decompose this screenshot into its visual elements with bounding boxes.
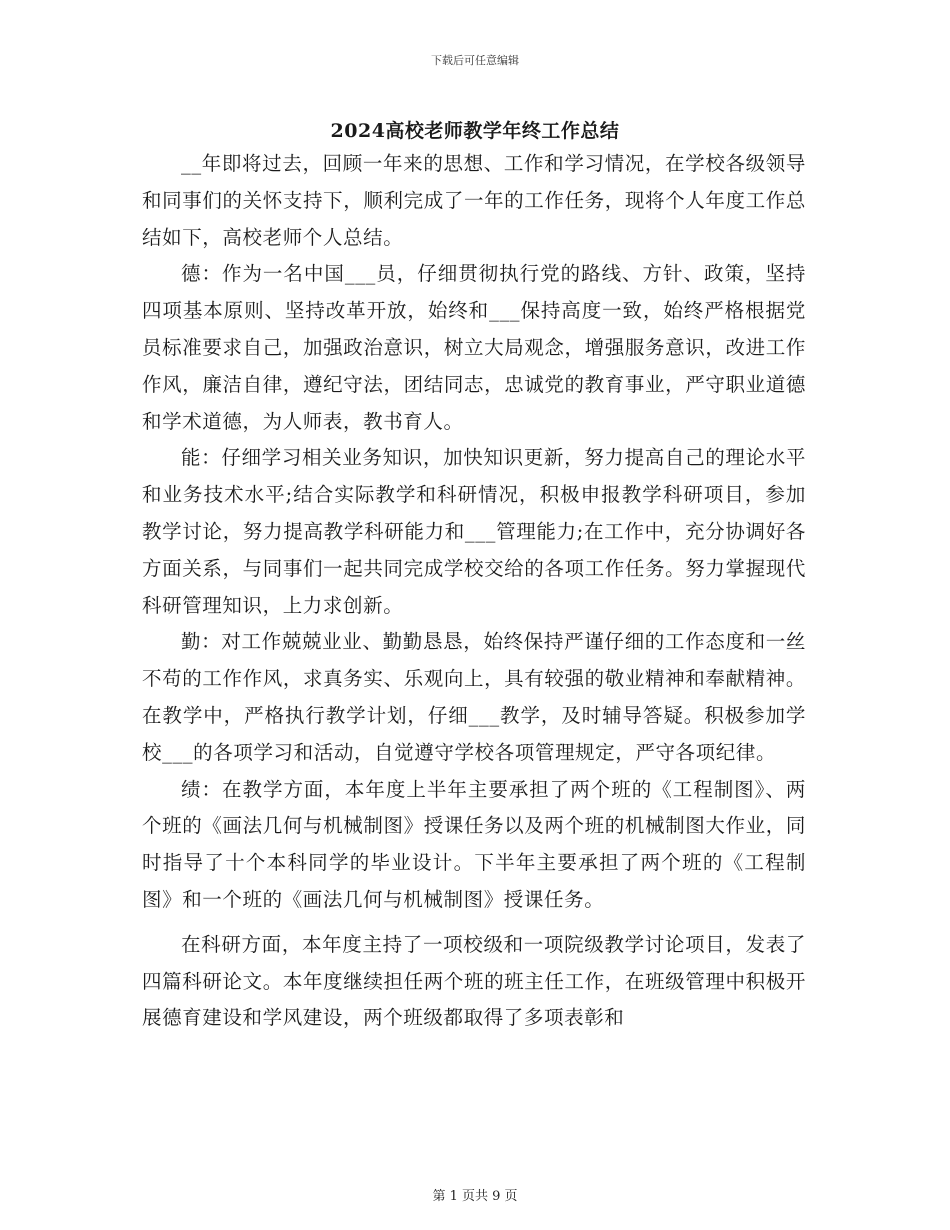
paragraph-research: 在科研方面，本年度主持了一项校级和一项院级教学讨论项目，发表了四篇科研论文。本年度继续担任两个班的班主任工作，在班级管理中积极开展德育建设和学风建设，两个班级都取得了多项表彰和 — [142, 932, 806, 1030]
page-header-note: 下载后可任意编辑 — [431, 54, 519, 67]
page-number: 第 1 页共 9 页 — [432, 1189, 518, 1204]
document-body — [142, 146, 806, 1037]
paragraph-ability: 能：仔细学习相关业务知识，加快知识更新，努力提高自己的理论水平和业务技术水平;结合实际教学和科研情况，积极申报教学科研项目，参加教学讨论，努力提高教学科研能力和___管理能力;在工作中，充分协调好各方面关系，与同事们一起共同完成学校交给的各项工作任务。努力掌握现代科研管理知识，上力求创新。 — [142, 446, 806, 617]
paragraph-diligence: 勤：对工作兢兢业业、勤勤恳恳，始终保持严谨仔细的工作态度和一丝不苟的工作作风，求真务实、乐观向上，具有较强的敬业精神和奉献精神。在教学中，严格执行教学计划，仔细___教学，及时辅导答疑。积极参加学校___的各项学习和活动，自觉遵守学校各项管理规定，严守各项纪律。 — [142, 630, 806, 764]
paragraph-achievements: 绩：在教学方面，本年度上半年主要承担了两个班的《工程制图》、两个班的《画法几何与机械制图》授课任务以及两个班的机械制图大作业，同时指导了十个本科同学的毕业设计。下半年主要承担了两个班的《工程制图》和一个班的《画法几何与机械制图》授课任务。 — [142, 777, 806, 911]
document-title: 2024高校老师教学年终工作总结 — [330, 120, 620, 142]
paragraph-intro: __年即将过去，回顾一年来的思想、工作和学习情况，在学校各级领导和同事们的关怀支持下，顺利完成了一年的工作任务，现将个人年度工作总结如下，高校老师个人总结。 — [142, 152, 806, 249]
paragraph-morality: 德：作为一名中国___员，仔细贯彻执行党的路线、方针、政策，坚持四项基本原则、坚持改革开放，始终和___保持高度一致，始终严格根据党员标准要求自己，加强政治意识，树立大局观念，增强服务意识，改进工作作风，廉洁自律，遵纪守法，团结同志，忠诚党的教育事业，严守职业道德和学术道德，为人师表，教书育人。 — [142, 262, 806, 433]
